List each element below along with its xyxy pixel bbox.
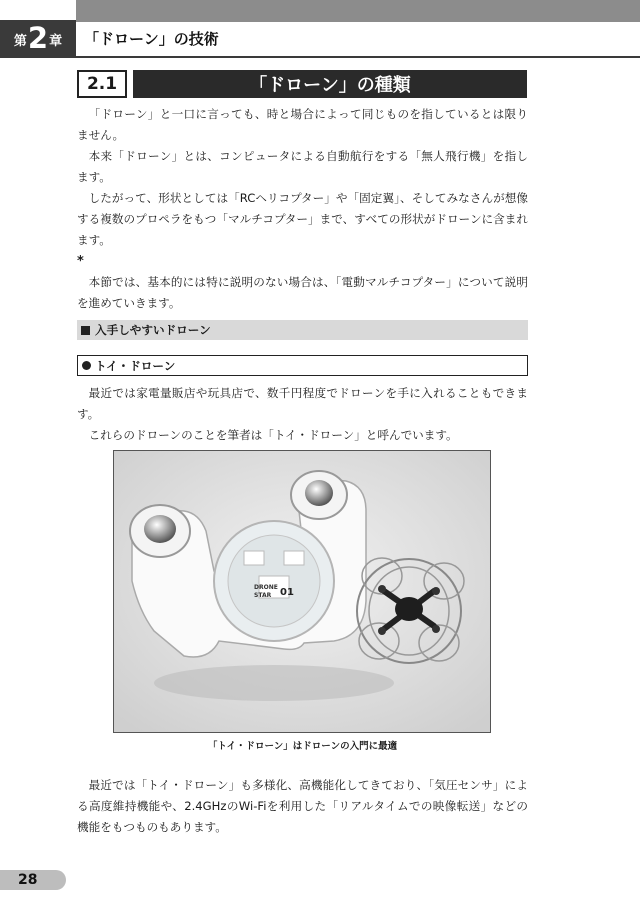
subsection-heading: [77, 320, 528, 340]
controller-label-line2: STAR: [254, 592, 272, 599]
closing-text: [77, 775, 528, 838]
header-rule: [76, 56, 640, 58]
chapter-title: 「ドローン」の技術: [84, 30, 219, 48]
paragraph: 「ドローン」と一口に言っても、時と場合によって同じものを指しているとは限りません。: [77, 107, 528, 142]
paragraph: 本節では、基本的には特に説明のない場合は、「電動マルチコプター」について説明を進めていきます。: [77, 275, 528, 310]
figure-caption: 「トイ・ドローン」はドローンの入門に最適: [207, 741, 398, 752]
toy-drone-illustration: [114, 451, 490, 732]
subsubsection-title: トイ・ドローン: [95, 358, 176, 373]
intro-text: [77, 104, 528, 314]
paragraph: 最近では「トイ・ドローン」も多様化、高機能化してきており、「気圧センサ」による高度維持機能や、2.4GHzのWi-Fiを利用した「リアルタイムでの映像転送」などの機能をもつものもあります。: [77, 778, 528, 834]
section-break-asterisk: *: [77, 254, 84, 269]
subsubsection-heading: [77, 355, 528, 376]
chapter-number: 2: [27, 20, 49, 55]
paragraph: これらのドローンのことを筆者は「トイ・ドローン」と呼んでいます。: [88, 428, 458, 442]
paragraph: 本来「ドローン」とは、コンピュータによる自動航行をする「無人飛行機」を指します。: [77, 149, 528, 184]
section-number: 2.1: [77, 70, 127, 98]
controller-label-line1: DRONE: [254, 584, 278, 591]
toy-drone-text: [77, 383, 528, 446]
toy-drone-photo: [113, 450, 491, 733]
chapter-suffix: 章: [49, 33, 63, 49]
chapter-prefix: 第: [13, 33, 27, 49]
paragraph: 最近では家電量販店や玩具店で、数千円程度でドローンを手に入れることもできます。: [77, 386, 528, 421]
chapter-tab: [0, 20, 76, 58]
square-bullet-icon: [81, 326, 90, 335]
header-gray-band: [76, 0, 640, 22]
controller-label-number: 01: [280, 587, 294, 598]
circle-bullet-icon: [82, 361, 91, 370]
section-title: 「ドローン」の種類: [133, 70, 527, 98]
subsection-title: 入手しやすいドローン: [95, 323, 211, 337]
page-number: 28: [0, 870, 66, 890]
paragraph: したがって、形状としては「RCヘリコプター」や「固定翼」、そしてみなさんが想像する複数のプロペラをもつ「マルチコプター」まで、すべての形状がドローンに含まれます。: [77, 191, 528, 247]
